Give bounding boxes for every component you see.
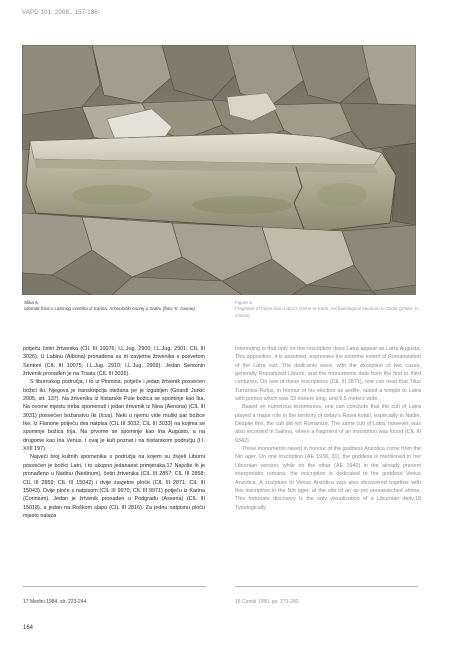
paragraph-english-2: Based on numerous testimonies, one can conclude that the cult of Latra played a major role in the territory of today's Ravni kotari, especially in Nadin. Despite this, the cult did not Romanize. The same cult of Latra, however, was also recorded in Salona, where a fragment of an inscription was found (CIL III 9342). [235,404,421,444]
figure-caption-croatian-text: Ulomak friza s Latrinog svetišta iz Karina, Arheološki muzej u Zadru (foto: K. Giunio) [24,306,195,312]
body-column-english [235,345,421,512]
paragraph-english-3: Three monuments raised in honour of the goddess Anzotica come from the Nin ager. On one inscription (AE 1938, 31), the goddess is mentioned in her Liburnian version, while on the other (AE 1940) in the already present interpretatio romana; the inscription is dedicated to the goddess Venus Anzotica. A sculpture to Venus Anzotica was also discovered together with this inscription in the Nin ager, at the site of an as-yet unresearched shrine. This fortunate discovery is the only visualization of a Liburnian deity.18 Typologically [235,446,421,511]
figure-caption-english [235,300,425,319]
body-column-croatian [23,345,205,520]
figure-caption-croatian-label: Slika 5. [24,300,40,305]
footnote-17: 17 Medini 1984, str. 223-244. [23,599,88,605]
figure-caption-croatian [24,300,204,313]
figure-photo-stone-frieze [22,45,416,295]
figure-caption-english-text: Fragment of frieze from Latra's shrine in Karin, Archaeological Museum in Zadar (photo: K. Giunio) [235,306,420,318]
footnote-divider-croatian [23,586,206,587]
running-head: VAPD 101, 2008., 157-186 [22,9,98,16]
paragraph-croatian-1: potječu četiri žrtvenika (CIL III 10076; I.L.Jug. 2900; I.L.Jug. 2901; CIL III 3026). U Labinu (Albona) pronađena su tri zavjetna žrtvenika s posvetom Sentoni (CIL III 10075; I.L.Jug. 2910; I.L.Jug. 2909). Jedan Sentonin žrtvenik pronađen je na Trsatu (CIL III 3026). [23,346,205,378]
footnote-18: 18 Cambi 1980, pp. 273-280. [235,599,300,605]
figure-caption-english-label: Figure 5. [235,300,254,305]
paragraph-croatian-3: Najveći broj kultnih spomenika s područja na kojem su živjeli Liburni posvećen je božici Latri, i to ukupno jedanaest primjeraka.17 Najviše ih je pronađeno u Nadinu (Nedinum), četiri žrtvenika (CIL III 2857; CIL III 2858; CIL III 2859; CIL III 15042) i dvije zavjetne ploče (CIL III 2871; CIL III 15043). Dvije ploče s natpisom (CIL III 9970; CIL III 9971) potječu iz Karina (Corinium). Jedan je žrtvenik pronađen u Podgrađu (Asseria) (CIL III 15018), a jedan na Roškom slapu (CIL III 2816). Za jednu natpisnu ploču mjesto nalaza [23,454,205,519]
paragraph-english-1: Interesting is that only on this inscription does Latra appear as Latra Augusta. This apposition, it is assumed, expresses the extreme extent of Romanization of the Latra cult. The dedicants were, with the exception of two cases, generally Romanized Liburni, and the monuments date from the first to third centuries. On one of these inscriptions (CIL III 2871), one can read that Titus Turranius Rufus, in honour of his election as aedile, raised a temple to Latra with portico which was 33 meters long, and 6.5 meters wide. [235,346,421,403]
page-number: 164 [23,625,34,631]
footnote-divider-english [235,586,418,587]
paragraph-croatian-2: S liburnskog područja, i to iz Plomina, potječe i jedan žrtvenik posvećen božici Iki. Njegova je transkripcija otežana jer je izgubljen (Girardi Jurkić 2005, str. 137). Na žrtveniku iz histarske Pule božica se spominje kao Ika. Na ovome mjestu treba spomenuti i jedan žrtvenik iz Nina (Aenona) (CIL III 3031) posvećen božanstvu Iki (Icus). Neki u njemu vide muški par božice Ike. Iz Flanone potječu dva natpisa (CIL III 3032; CIL III 3033) na kojima se spominje božica Irija. Na prvome se spominje kao Iria Augusto, a na drugome kao Iria Venus. I ovaj je kult poznat i na histarskom području (I.I. X/III 197). [23,379,205,453]
